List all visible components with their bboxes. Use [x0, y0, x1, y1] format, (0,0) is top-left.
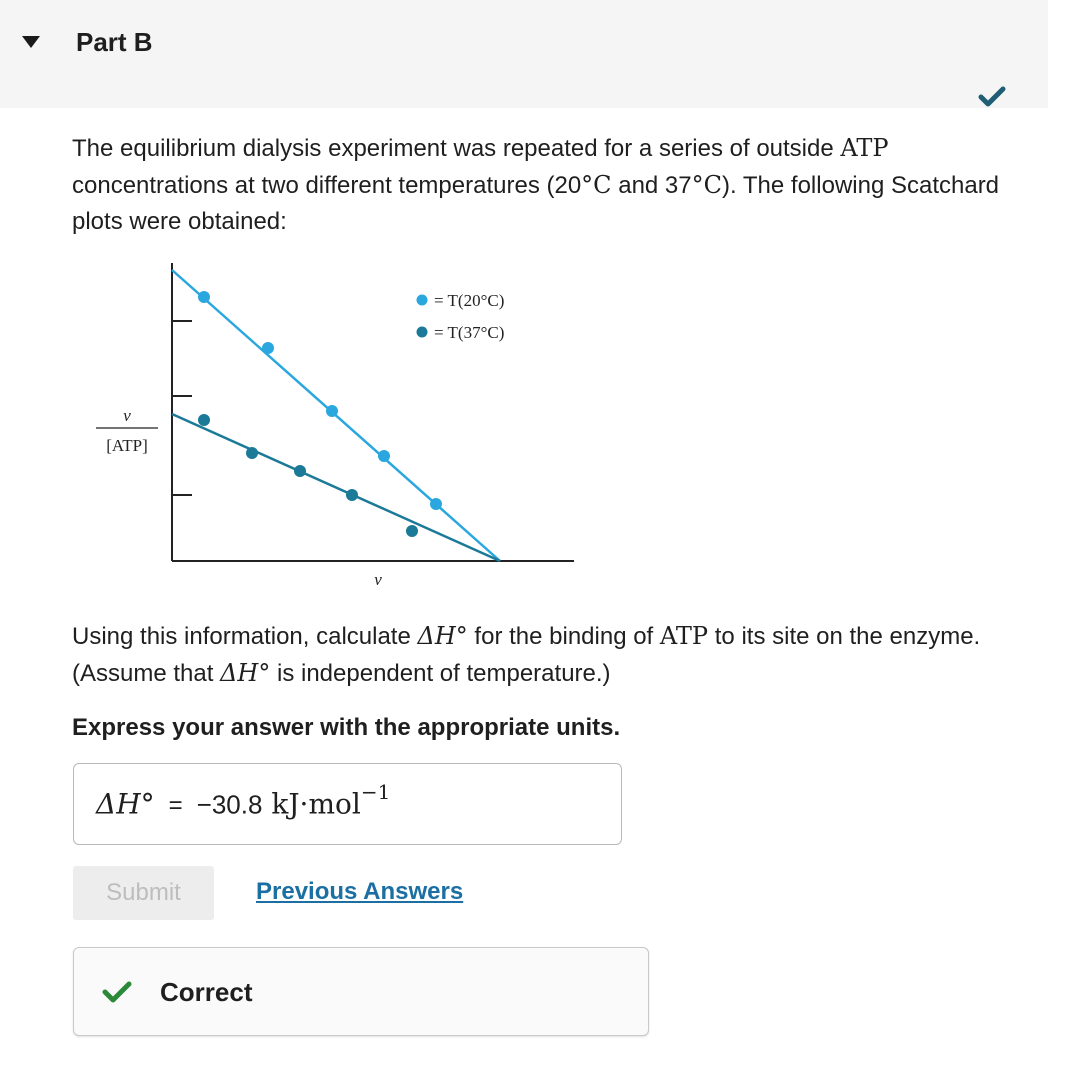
data-point	[378, 450, 390, 462]
degree-celsius: °C	[691, 171, 722, 199]
previous-answers-link[interactable]: Previous Answers	[256, 878, 464, 905]
correct-check-icon	[102, 981, 132, 1003]
question-prompt	[72, 618, 1062, 692]
legend-marker	[417, 295, 428, 306]
collapse-caret-icon[interactable]	[22, 36, 40, 48]
data-point	[294, 465, 306, 477]
atp-term: ATP	[840, 134, 889, 162]
answer-equals: =	[168, 792, 183, 820]
feedback-text: Correct	[160, 977, 253, 1007]
text-run: ). The following Scatchard plots were obtained:	[72, 172, 1000, 235]
fit-line	[172, 270, 500, 561]
answer-field[interactable]	[73, 763, 622, 845]
text-run: for the binding of	[467, 623, 660, 650]
data-point	[198, 291, 210, 303]
feedback-box	[73, 947, 649, 1036]
answer-value: −30.8	[196, 789, 263, 820]
data-point	[246, 447, 258, 459]
legend-label: = T(37°C)	[434, 323, 505, 342]
data-point	[406, 525, 418, 537]
text-run: Using this information, calculate	[72, 623, 418, 650]
answer-exponent: −1	[360, 780, 391, 804]
answer-instruction: Express your answer with the appropriate units.	[72, 714, 621, 741]
fit-line	[172, 414, 500, 561]
data-point	[198, 414, 210, 426]
data-point	[346, 489, 358, 501]
submit-button[interactable]: Submit	[73, 866, 214, 920]
legend-label: = T(20°C)	[434, 291, 505, 310]
data-point	[326, 405, 338, 417]
part-title: Part B	[76, 27, 153, 57]
degree-celsius: °C	[581, 171, 612, 199]
answer-symbol: ΔH°	[96, 787, 155, 821]
text-run: concentrations at two different temperatures (20	[72, 172, 582, 199]
y-label-denominator: [ATP]	[106, 436, 148, 455]
text-run: is independent of temperature.)	[270, 660, 611, 687]
delta-h-term: ΔH°	[417, 622, 468, 650]
part-header[interactable]	[0, 0, 1048, 108]
y-label-numerator: ν	[123, 406, 131, 425]
answer-unit: kJ·mol	[271, 787, 361, 821]
delta-h-term: ΔH°	[220, 659, 271, 687]
checkmark-icon	[978, 86, 1006, 108]
atp-term: ATP	[659, 622, 709, 650]
question-intro	[72, 130, 1032, 240]
x-label: ν	[374, 570, 382, 589]
text-run: The equilibrium dialysis experiment was repeated for a series of outside	[72, 135, 841, 162]
text-run: to its site on the enzyme. (Assume that	[72, 623, 981, 687]
text-run: and 37	[611, 172, 692, 199]
data-point	[430, 498, 442, 510]
legend-marker	[417, 327, 428, 338]
data-point	[262, 342, 274, 354]
scatchard-plot	[90, 255, 590, 600]
